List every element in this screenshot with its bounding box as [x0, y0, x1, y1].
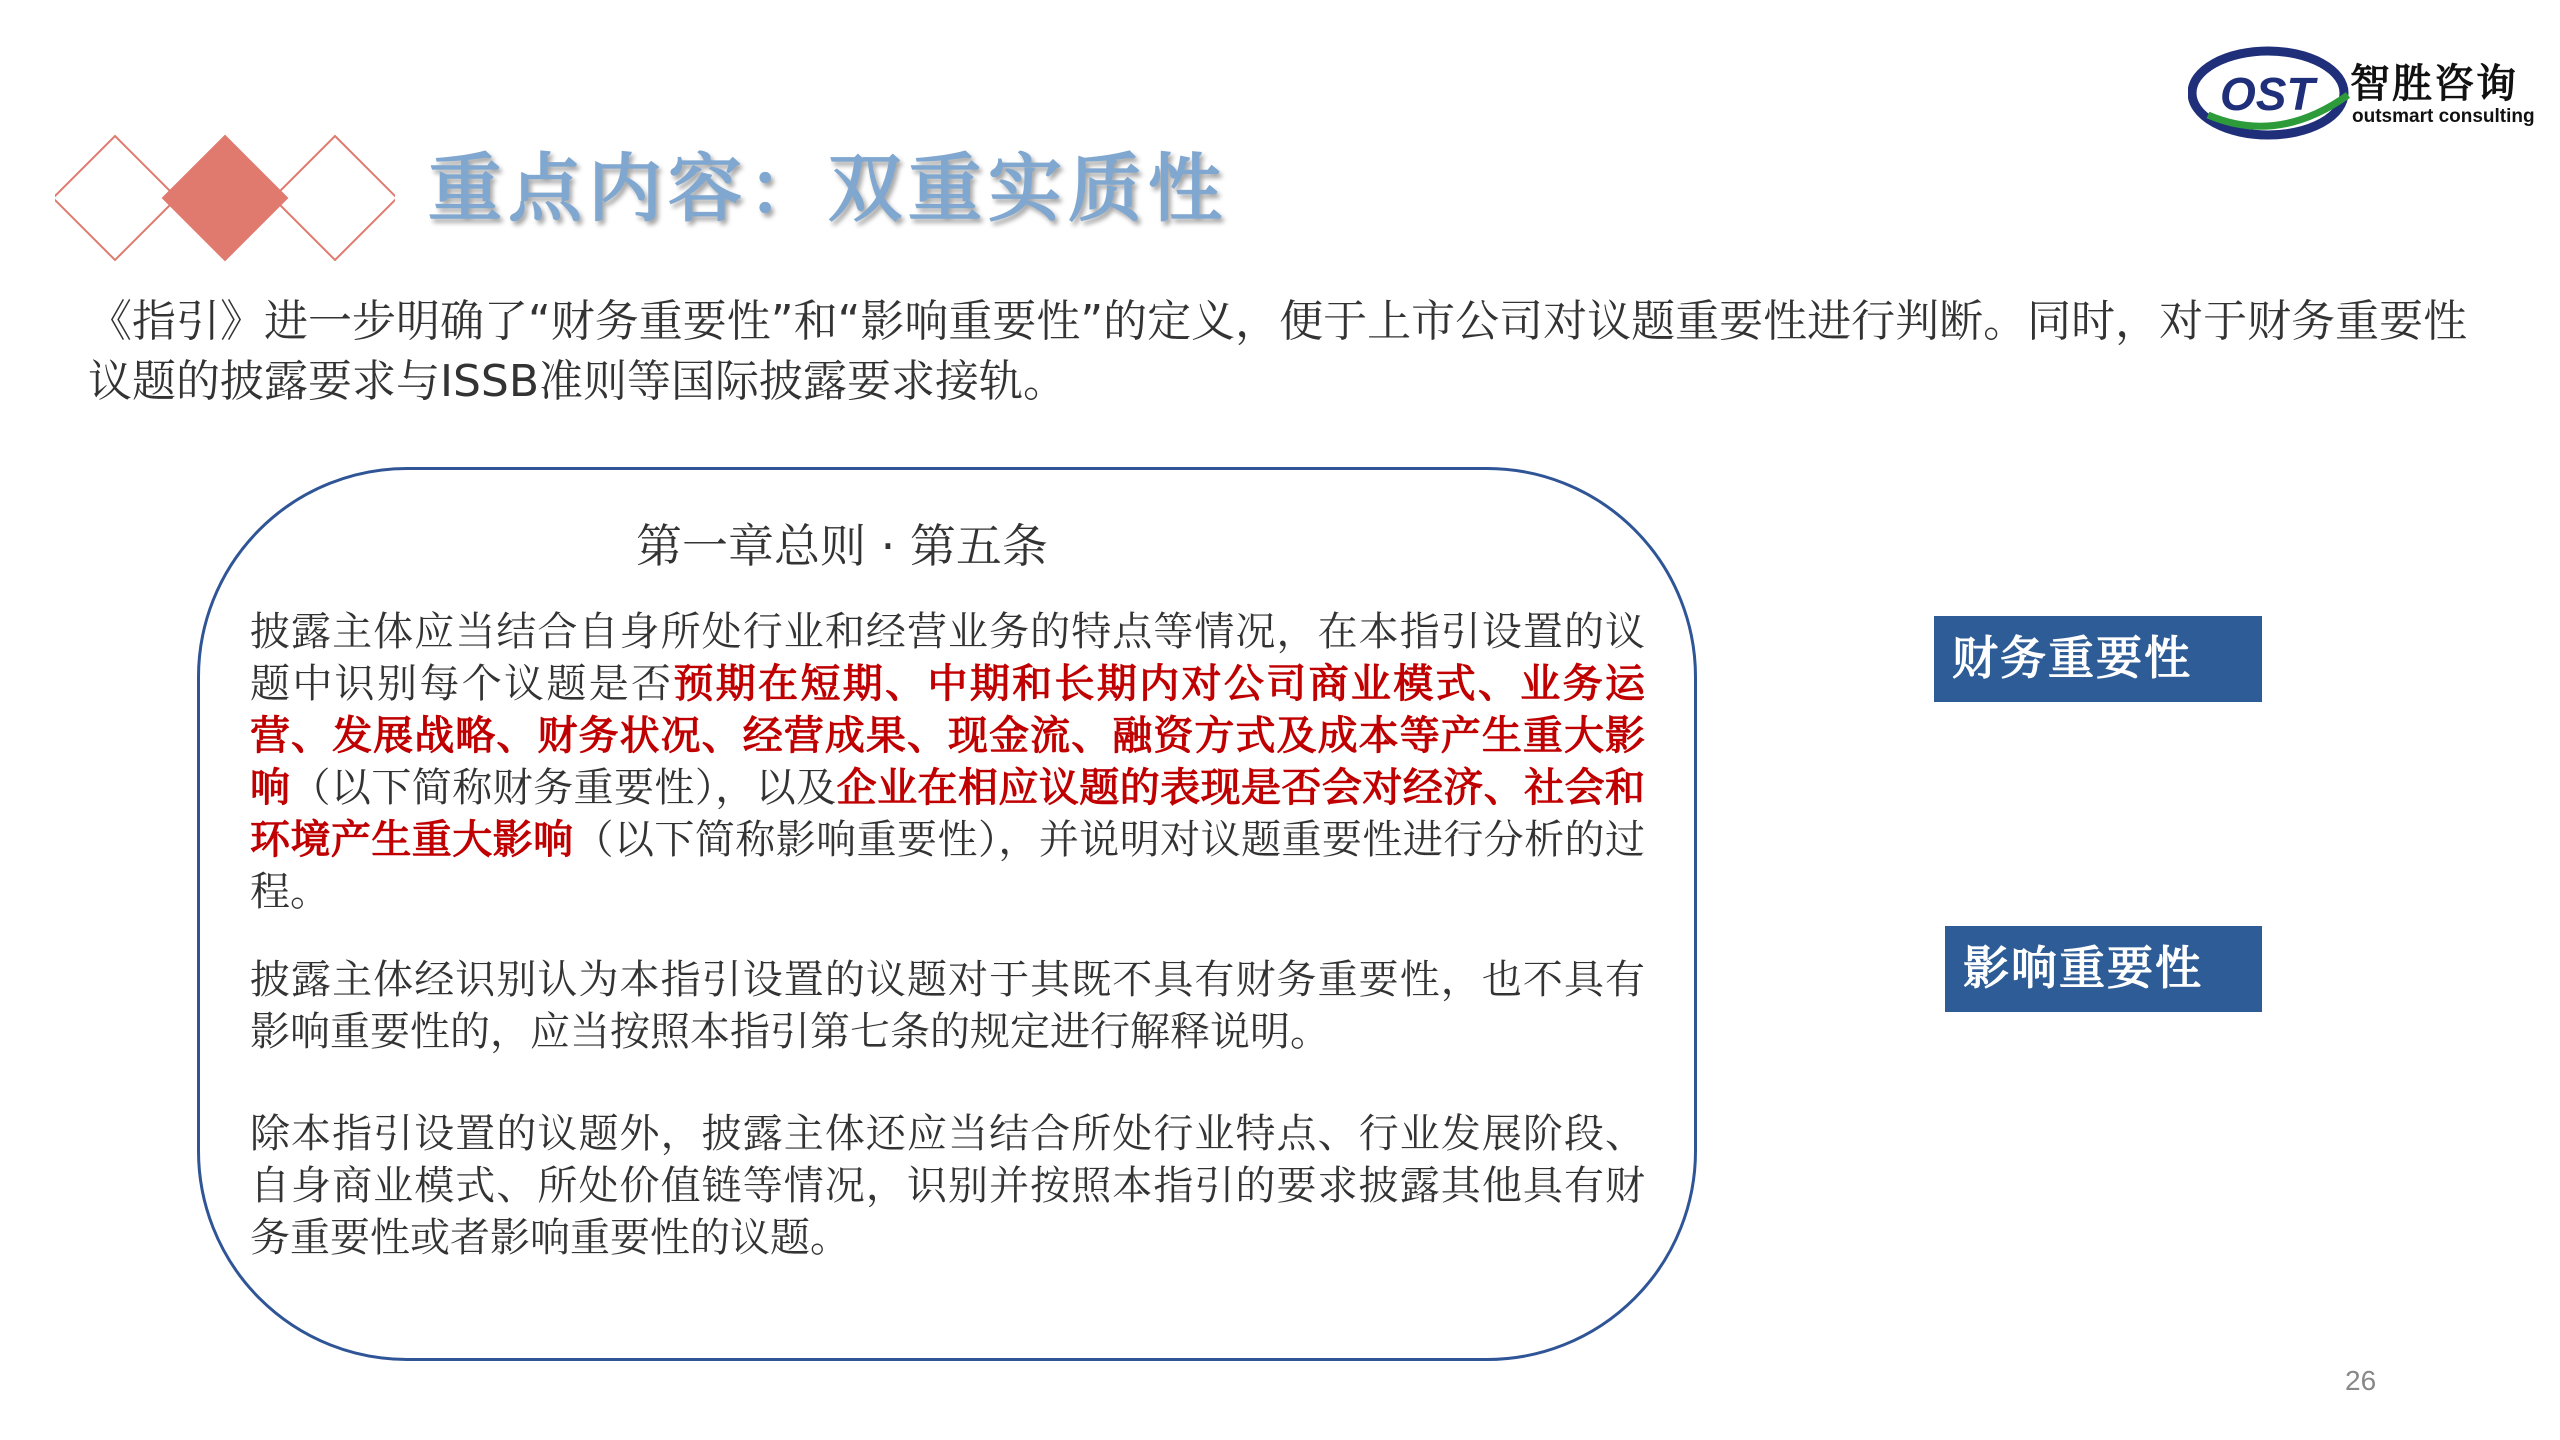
para1-text: （以下简称财务重要性），以及: [290, 765, 837, 811]
logo-mark: OST: [2220, 68, 2315, 120]
impact-materiality-tag: 影响重要性: [1945, 926, 2262, 1012]
para1-text: 披露主体应当结合自身所处行业和经营业务的特点等情况，在本指引设置的议题中识别每个议题是否: [250, 609, 1645, 707]
article-paragraph-3: 除本指引设置的议题外，披露主体还应当结合所处行业特点、行业发展阶段、自身商业模式、所处价值链等情况，识别并按照本指引的要求披露其他具有财务重要性或者影响重要性的议题。: [250, 1111, 1645, 1261]
article-paragraph-1: [250, 606, 1645, 918]
page-title: 重点内容：双重实质性: [428, 146, 1228, 232]
para1-text: （以下简称影响重要性），并说明对议题重要性进行分析的过程。: [250, 817, 1646, 915]
financial-materiality-tag: 财务重要性: [1934, 616, 2262, 702]
diamond-outline-right: [273, 136, 395, 260]
logo-name-en: outsmart consulting: [2352, 106, 2535, 127]
intro-paragraph: 《指引》进一步明确了“财务重要性”和“影响重要性”的定义，便于上市公司对议题重要性进行判断。同时，对于财务重要性议题的披露要求与ISSB准则等国际披露要求接轨。: [88, 296, 2468, 407]
article-paragraph-2: 披露主体经识别认为本指引设置的议题对于其既不具有财务重要性，也不具有影响重要性的，应当按照本指引第七条的规定进行解释说明。: [250, 957, 1645, 1055]
diamond-filled-center: [163, 136, 287, 260]
diamond-outline-left: [55, 136, 177, 260]
para1-highlight-financial: 预期在短期、中期和长期内对公司商业模式、业务运营、发展战略、财务状况、经营成果、现金流、融资方式及成本等产生重大影响: [250, 661, 1645, 811]
article-title: 第一章总则 · 第五条: [636, 519, 1048, 573]
para1-highlight-impact: 企业在相应议题的表现是否会对经济、社会和环境产生重大影响: [250, 765, 1646, 863]
page-number: 26: [2345, 1365, 2377, 1396]
logo-name-cn: 智胜咨询: [2350, 61, 2518, 107]
decorative-diamonds: [55, 128, 395, 268]
